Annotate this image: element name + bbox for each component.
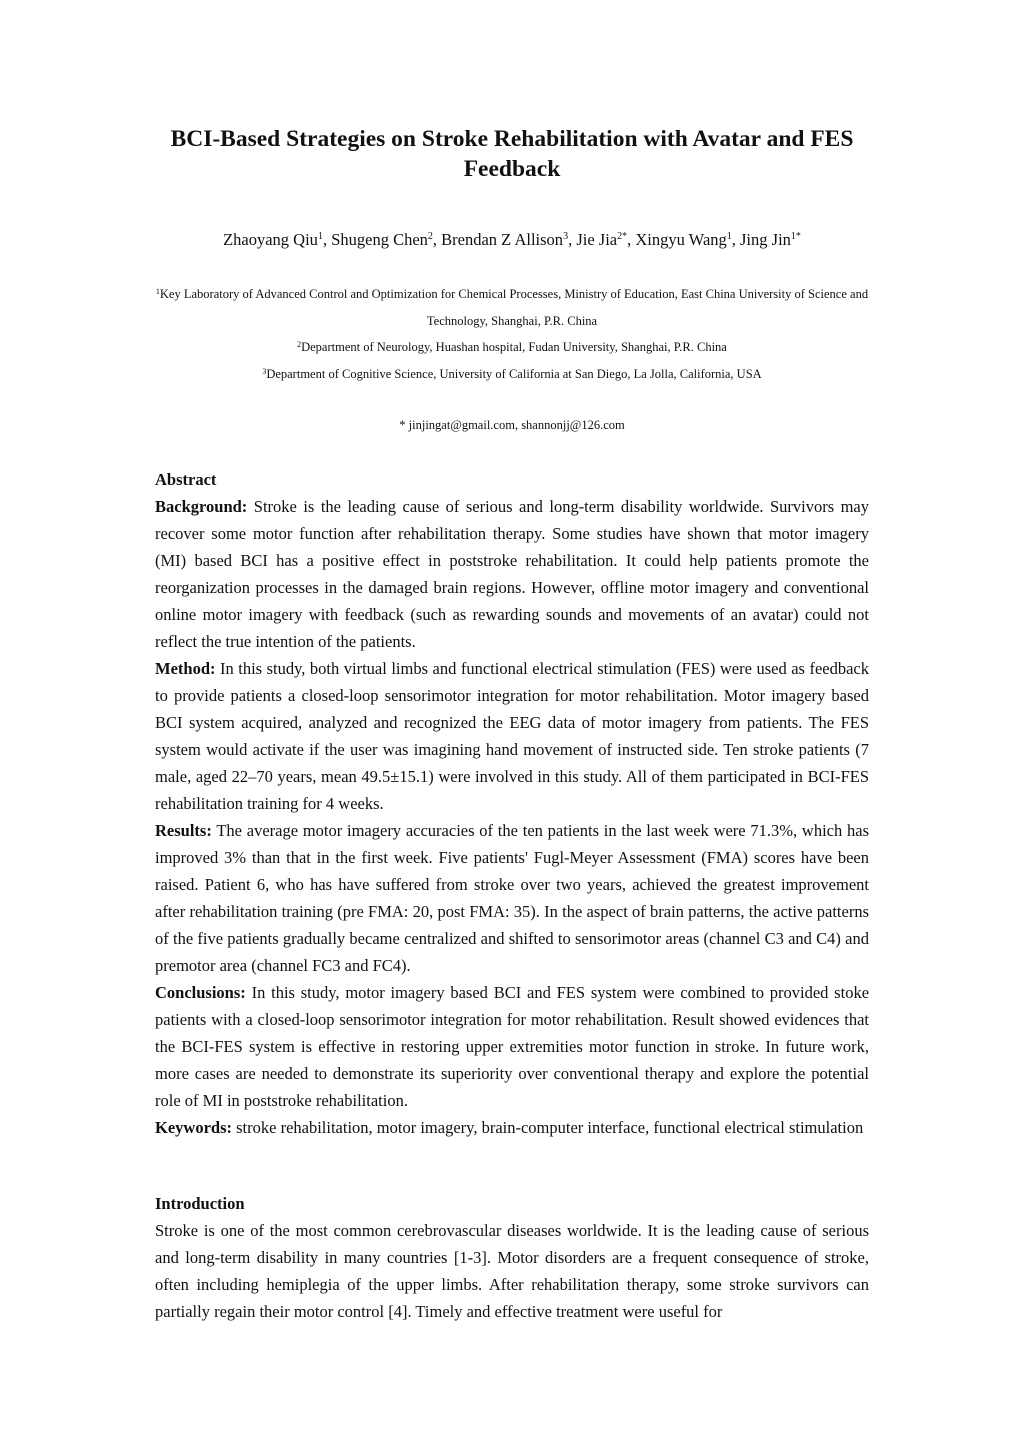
abstract-keywords [155,1114,869,1141]
affiliation-mark: 1 [155,287,160,296]
author-affiliation-mark: 2 [427,231,433,242]
affiliation-2 [140,331,884,361]
author-affiliation-mark: 1 [726,231,732,242]
abstract-body [155,493,869,1141]
contact-email: * jinjingat@gmail.com, shannonjj@126.com [399,418,625,432]
keywords-label: Keywords: [155,1118,232,1137]
method-text: In this study, both virtual limbs and functional electrical stimulation (FES) were used as feedback to provide patients a closed-loop sensorimotor integration for motor rehabilitation. Motor imagery based BCI system acquired, analyzed and recognized the EEG data of motor imagery from patients. The FES system would activate if the user was imagining hand movement of instructed side. Ten stroke patients (7 male, aged 22–70 years, mean 49.5±15.1) were involved in this study. All of them participated in BCI-FES rehabilitation training for 4 weeks. [155,659,869,813]
background-label: Background: [155,497,248,516]
author-affiliation-mark: 2* [617,231,628,242]
results-label: Results: [155,821,212,840]
affiliation-text: Key Laboratory of Advanced Control and Optimization for Chemical Processes, Ministry of Education, East China University of Science and Technology, Shanghai, P.R. China [159,287,869,328]
affiliation-3 [140,358,884,388]
affiliation-text: Department of Neurology, Huashan hospital, Fudan University, Shanghai, P.R. China [301,340,727,354]
keywords-text: stroke rehabilitation, motor imagery, brain-computer interface, functional electrical stimulation [236,1118,864,1137]
author-name: Brendan Z Allison [441,230,564,249]
affiliation-mark: 3 [262,367,267,376]
introduction-paragraph: Stroke is one of the most common cerebrovascular diseases worldwide. It is the leading cause of serious and long-term disability in many countries [1-3]. Motor disorders are a frequent consequence of stroke, often including hemiplegia of the upper limbs. After rehabilitation therapy, some stroke survivors can partially regain their motor control [4]. Timely and effective treatment were useful for [155,1221,869,1321]
conclusions-label: Conclusions: [155,983,246,1002]
background-text: Stroke is the leading cause of serious and long-term disability worldwide. Survivors may recover some motor function after rehabilitation therapy. Some studies have shown that motor imagery (MI) based BCI has a positive effect in poststroke rehabilitation. It could help patients promote the reorganization processes in the damaged brain regions. However, offline motor imagery and conventional online motor imagery with feedback (such as rewarding sounds and movements of an avatar) could not reflect the true intention of the patients. [155,497,870,651]
abstract-results [155,817,869,979]
author-affiliation-mark: 1* [790,231,801,242]
introduction-heading: Introduction [155,1194,245,1213]
abstract-background [155,493,869,655]
results-text: The average motor imagery accuracies of the ten patients in the last week were 71.3%, which has improved 3% than that in the first week. Five patients' Fugl-Meyer Assessment (FMA) scores have been raised. Patient 6, who has have suffered from stroke over two years, achieved the greatest improvement after rehabilitation training (pre FMA: 20, post FMA: 35). In the aspect of brain patterns, the active patterns of the five patients gradually became centralized and shifted to sensorimotor areas (channel C3 and C4) and premotor area (channel FC3 and FC4). [155,821,870,975]
abstract-heading: Abstract [155,470,217,489]
paper-title: BCI-Based Strategies on Stroke Rehabilitation with Avatar and FES Feedback [170,126,854,182]
author-affiliation-mark: 1 [317,231,323,242]
author-name: Zhaoyang Qiu [223,230,318,249]
author-list: Zhaoyang Qiu$^1$, Shugeng Chen$^2$, Brendan Z Allison$^3$, Jie Jia$^{2*}$, Xingyu Wang$^1$, Jing Jin$^{1*}$ [223,230,801,249]
author-name: Shugeng Chen [331,230,428,249]
affiliation-mark: 2 [297,340,302,349]
introduction-body [155,1217,869,1325]
author-affiliation-mark: 3 [563,231,569,242]
method-label: Method: [155,659,216,678]
affiliation-1 [140,278,884,335]
abstract-conclusions [155,979,869,1114]
affiliation-text: Department of Cognitive Science, University of California at San Diego, La Jolla, California, USA [266,367,762,381]
author-name: Jing Jin [740,230,791,249]
abstract-method [155,655,869,817]
author-name: Xingyu Wang [635,230,727,249]
author-name: Jie Jia [576,230,618,249]
conclusions-text: In this study, motor imagery based BCI and FES system were combined to provided stoke patients with a closed-loop sensorimotor integration for motor rehabilitation. Result showed evidences that the BCI-FES system is effective in restoring upper extremities motor function in stroke. In future work, more cases are needed to demonstrate its superiority over conventional therapy and explore the potential role of MI in poststroke rehabilitation. [155,983,870,1110]
